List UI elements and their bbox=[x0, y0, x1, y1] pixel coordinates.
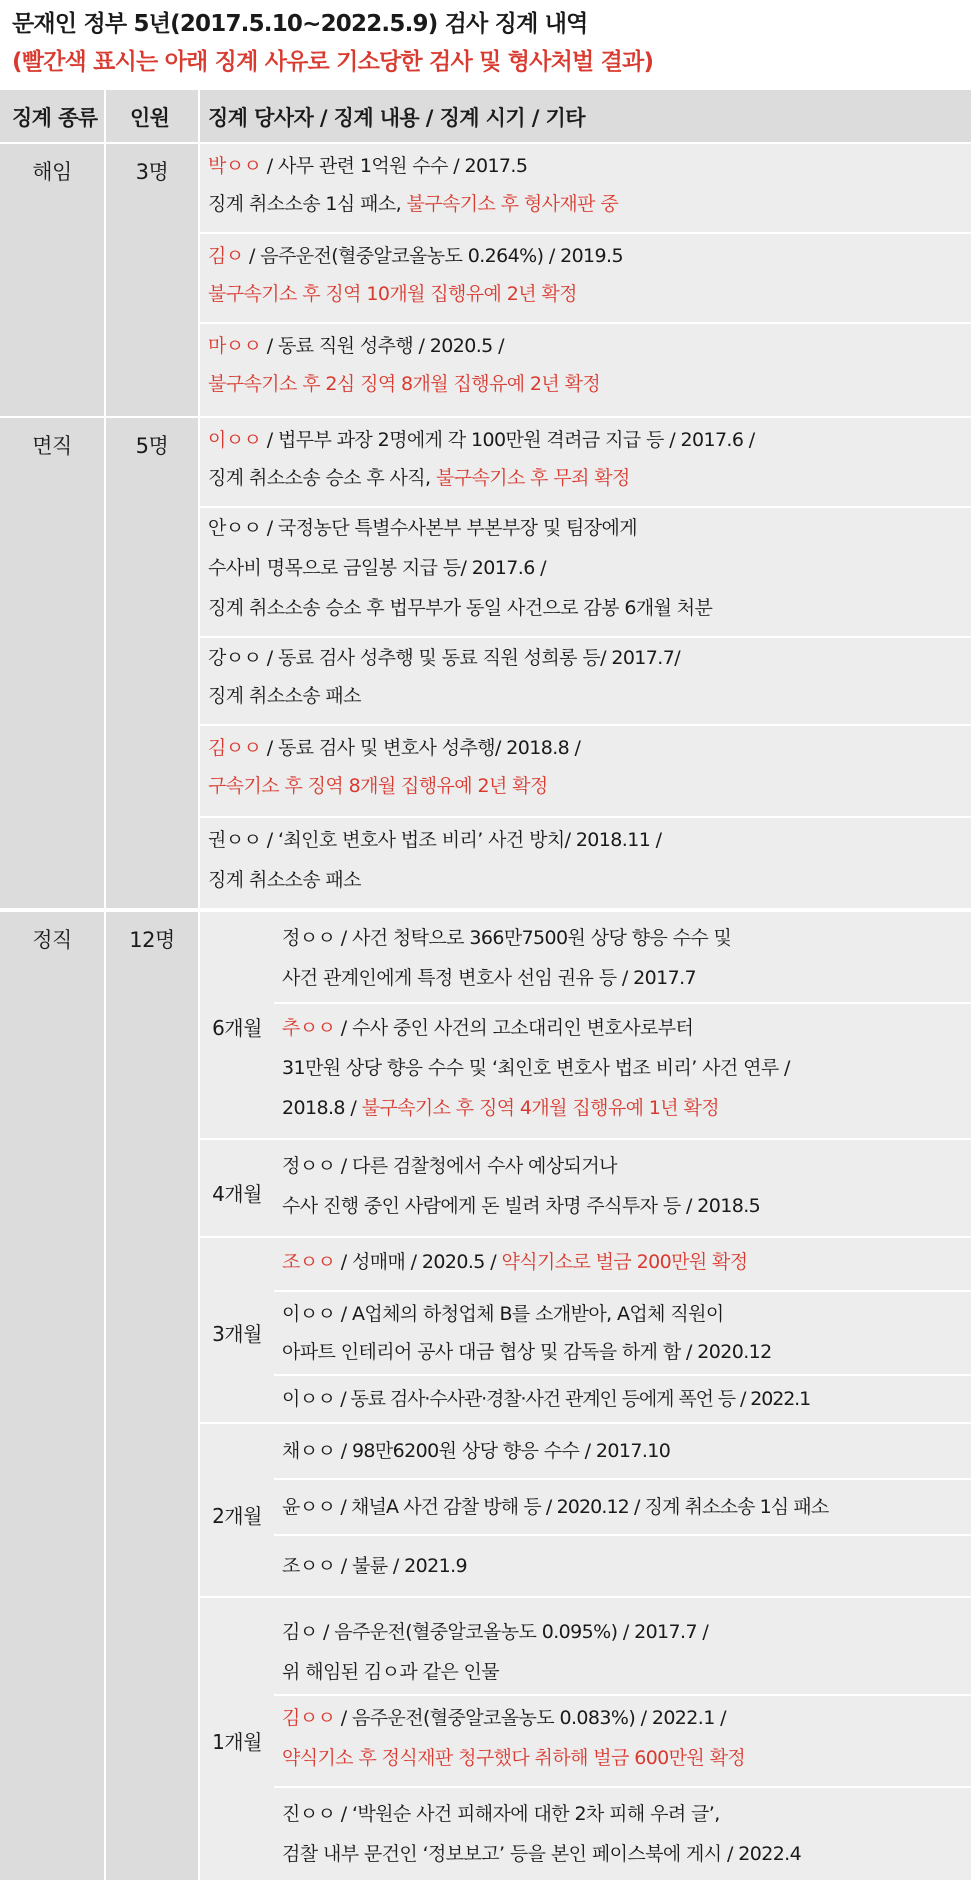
entry-row bbox=[274, 912, 971, 1002]
entry-row bbox=[200, 324, 971, 416]
entry-result: 약식기소 후 정식재판 청구했다 취하해 벌금 600만원 확정 bbox=[282, 1747, 746, 1769]
group-dismissal-count bbox=[106, 144, 198, 416]
entry-result: 약식기소로 벌금 200만원 확정 bbox=[501, 1251, 748, 1273]
entry-text: / 음주운전(혈중알코올농도 0.083%) / 2022.1 / bbox=[335, 1707, 726, 1729]
entry-text: / 음주운전(혈중알코올농도 0.264%) / 2019.5 bbox=[243, 245, 623, 267]
page-title: 문재인 정부 5년(2017.5.10~2022.5.9) 검사 징계 내역 bbox=[12, 11, 588, 37]
header-count-cell bbox=[106, 90, 198, 142]
entry-row bbox=[200, 508, 971, 636]
group-suspension-count bbox=[106, 912, 198, 1880]
entry-result: 불구속기소 후 징역 10개월 집행유예 2년 확정 bbox=[208, 283, 577, 305]
period-2-months: 2개월 bbox=[200, 1424, 274, 1596]
entry-text: / 음주운전(혈중알코올농도 0.095%) / 2017.7 / bbox=[317, 1621, 709, 1643]
page-subtitle: (빨간색 표시는 아래 징계 사유로 기소당한 검사 및 형사처벌 결과) bbox=[12, 49, 654, 75]
group-removal-type bbox=[0, 418, 104, 908]
entry-text: / 채널A 사건 감찰 방해 등 / 2020.12 / 징계 취소소송 1심 패소 bbox=[335, 1496, 829, 1518]
header-detail-cell bbox=[200, 90, 971, 142]
entry-row bbox=[274, 1238, 971, 1290]
entry-row bbox=[200, 234, 971, 322]
entry-name: 마ㅇㅇ bbox=[208, 335, 262, 357]
period-4-months: 4개월 bbox=[200, 1140, 274, 1236]
entry-text: 수사비 명목으로 금일봉 지급 등/ 2017.6 / bbox=[208, 557, 546, 579]
entry-name: 조ㅇㅇ bbox=[282, 1251, 336, 1273]
entry-result: 불구속기소 후 무죄 확정 bbox=[435, 467, 630, 489]
entry-name: 김ㅇ bbox=[282, 1621, 318, 1643]
entry-row bbox=[274, 1292, 971, 1374]
group-dismissal-type bbox=[0, 144, 104, 416]
entry-result: 구속기소 후 징역 8개월 집행유예 2년 확정 bbox=[208, 775, 548, 797]
header-count: 인원 bbox=[130, 106, 170, 130]
entry-text: 징계 취소소송 1심 패소, bbox=[208, 193, 407, 215]
entry-text: 징계 취소소송 패소 bbox=[208, 685, 361, 707]
entry-text: 사건 관계인에게 특정 변호사 선임 권유 등 / 2017.7 bbox=[282, 967, 697, 989]
entry-name: 김ㅇㅇ bbox=[282, 1707, 336, 1729]
entry-text: / 동료 직원 성추행 / 2020.5 / bbox=[261, 335, 504, 357]
entry-result: 불구속기소 후 징역 4개월 집행유예 1년 확정 bbox=[361, 1097, 719, 1119]
entry-text: / 법무부 과장 2명에게 각 100만원 격려금 지급 등 / 2017.6 / bbox=[261, 429, 755, 451]
entry-text: / 동료 검사 성추행 및 동료 직원 성희롱 등/ 2017.7/ bbox=[261, 647, 681, 669]
entry-text: / ‘박원순 사건 피해자에 대한 2차 피해 우려 글’, bbox=[335, 1803, 720, 1825]
entry-name: 정ㅇㅇ bbox=[282, 1155, 336, 1177]
group-type-label: 정직 bbox=[32, 928, 72, 952]
entry-text: 수사 진행 중인 사람에게 돈 빌려 차명 주식투자 등 / 2018.5 bbox=[282, 1195, 761, 1217]
entry-text: 징계 취소소송 승소 후 법무부가 동일 사건으로 감봉 6개월 처분 bbox=[208, 597, 713, 619]
entry-row bbox=[274, 1598, 971, 1694]
header-type-cell bbox=[0, 90, 104, 142]
entry-text: 검찰 내부 문건인 ‘정보보고’ 등을 본인 페이스북에 게시 / 2022.4 bbox=[282, 1843, 802, 1865]
entry-text: 위 해임된 김ㅇ과 같은 인물 bbox=[282, 1661, 500, 1683]
entry-text: / 국정농단 특별수사본부 부본부장 및 팀장에게 bbox=[261, 517, 638, 539]
entry-name: 윤ㅇㅇ bbox=[282, 1496, 336, 1518]
entry-text: / 사건 청탁으로 366만7500원 상당 향응 수수 및 bbox=[335, 927, 732, 949]
group-count-label: 12명 bbox=[129, 928, 175, 952]
entry-name: 김ㅇ bbox=[208, 245, 244, 267]
entry-name: 추ㅇㅇ bbox=[282, 1017, 336, 1039]
entry-row bbox=[274, 1696, 971, 1786]
entry-name: 김ㅇㅇ bbox=[208, 737, 262, 759]
entry-name: 안ㅇㅇ bbox=[208, 517, 262, 539]
entry-result: 불구속기소 후 2심 징역 8개월 집행유예 2년 확정 bbox=[208, 373, 601, 395]
entry-text: / 성매매 / 2020.5 / bbox=[335, 1251, 502, 1273]
entry-text: 징계 취소소송 승소 후 사직, bbox=[208, 467, 436, 489]
entry-result: 불구속기소 후 형사재판 중 bbox=[406, 193, 619, 215]
entry-text: 징계 취소소송 패소 bbox=[208, 869, 361, 891]
group-suspension-type bbox=[0, 912, 104, 1880]
entry-row bbox=[274, 1376, 971, 1422]
entry-text: / 동료 검사·수사관·경찰·사건 관계인 등에게 폭언 등 / 2022.1 bbox=[335, 1388, 811, 1410]
entry-text: / 98만6200원 상당 향응 수수 / 2017.10 bbox=[335, 1440, 671, 1462]
entry-text: / 사무 관련 1억원 수수 / 2017.5 bbox=[261, 155, 528, 177]
entry-row bbox=[274, 1140, 971, 1236]
entry-row bbox=[274, 1536, 971, 1596]
entry-text: / ‘최인호 변호사 법조 비리’ 사건 방치/ 2018.11 / bbox=[261, 829, 662, 851]
entry-row bbox=[274, 1004, 971, 1138]
entry-name: 박ㅇㅇ bbox=[208, 155, 262, 177]
entry-row bbox=[274, 1424, 971, 1478]
header-detail: 징계 당사자 / 징계 내용 / 징계 시기 / 기타 bbox=[208, 106, 585, 130]
entry-text: / A업체의 하청업체 B를 소개받아, A업체 직원이 bbox=[335, 1303, 724, 1325]
entry-row bbox=[200, 726, 971, 816]
header-type: 징계 종류 bbox=[12, 106, 98, 130]
period-6-months: 6개월 bbox=[200, 912, 274, 1138]
entry-text: / 다른 검찰청에서 수사 예상되거나 bbox=[335, 1155, 617, 1177]
group-removal-count bbox=[106, 418, 198, 908]
entry-row bbox=[200, 418, 971, 506]
entry-text: / 동료 검사 및 변호사 성추행/ 2018.8 / bbox=[261, 737, 581, 759]
period-3-months: 3개월 bbox=[200, 1238, 274, 1422]
entry-text: 2018.8 / bbox=[282, 1097, 362, 1119]
entry-row bbox=[200, 638, 971, 724]
entry-name: 강ㅇㅇ bbox=[208, 647, 262, 669]
entry-text: 아파트 인테리어 공사 대금 협상 및 감독을 하게 함 / 2020.12 bbox=[282, 1341, 772, 1363]
entry-row bbox=[200, 144, 971, 232]
entry-name: 조ㅇㅇ bbox=[282, 1555, 336, 1577]
entry-name: 진ㅇㅇ bbox=[282, 1803, 336, 1825]
entry-name: 이ㅇㅇ bbox=[282, 1303, 336, 1325]
entry-name: 이ㅇㅇ bbox=[208, 429, 262, 451]
entry-name: 채ㅇㅇ bbox=[282, 1440, 336, 1462]
group-count-label: 5명 bbox=[135, 434, 169, 458]
entry-name: 정ㅇㅇ bbox=[282, 927, 336, 949]
entry-name: 이ㅇㅇ bbox=[282, 1388, 336, 1410]
entry-row bbox=[274, 1788, 971, 1880]
entry-text: / 수사 중인 사건의 고소대리인 변호사로부터 bbox=[335, 1017, 694, 1039]
group-count-label: 3명 bbox=[135, 160, 169, 184]
group-type-label: 해임 bbox=[32, 160, 72, 184]
entry-name: 권ㅇㅇ bbox=[208, 829, 262, 851]
entry-row bbox=[274, 1480, 971, 1534]
entry-row bbox=[200, 818, 971, 908]
group-type-label: 면직 bbox=[32, 434, 72, 458]
entry-text: / 불륜 / 2021.9 bbox=[335, 1555, 468, 1577]
entry-text: 31만원 상당 향응 수수 및 ‘최인호 변호사 법조 비리’ 사건 연루 / bbox=[282, 1057, 790, 1079]
period-1-month: 1개월 bbox=[200, 1598, 274, 1880]
